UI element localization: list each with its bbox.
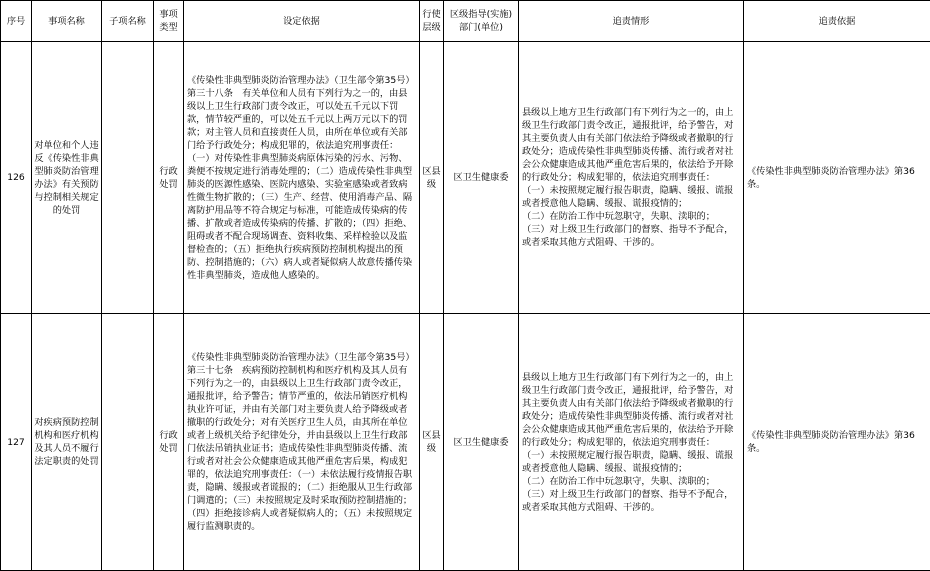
situation-paragraph: （二）在防治工作中玩忽职守，失职、渎职的； bbox=[522, 475, 740, 488]
row-item-name: 对疾病预防控制机构和医疗机构及其人员不履行法定职责的处罚 bbox=[32, 314, 102, 571]
header-basis: 设定依据 bbox=[184, 1, 420, 42]
situation-paragraph: （一）未按照规定履行报告职责，隐瞒、缓报、谎报或者授意他人隐瞒、缓报、谎报疫情的； bbox=[522, 184, 740, 210]
row-acc-basis: 《传染性非典型肺炎防治管理办法》第36条。 bbox=[744, 314, 930, 571]
situation-paragraph: （二）在防治工作中玩忽职守，失职、渎职的； bbox=[522, 210, 740, 223]
row-basis: 《传染性非典型肺炎防治管理办法》（卫生部令第35号）第三十八条 有关单位和人员有下列行为之一的，由县级以上卫生行政部门责令改正，可以处五千元以下罚款，情节较严重的，可以处五千元以上两万元以下的罚款；对主管人员和直接责任人员，由所在单位或有关部门给予行政处分；构成犯罪的，依法追究刑事责任：（一）对传染性非典型肺炎病原体污染的污水、污物、粪便不按规定进行消毒处理的；（二）造成传染性非典型肺炎的医源性感染、医院内感染、实验室感染或者致病性微生物扩散的；（三）生产、经营、使用消毒产品、隔离防护用品等不符合规定与标准，可能造成传染病的传播、扩散或者造成传染病的传播、扩散的；（四）拒绝、阻碍或者不配合现场调查、资料收集、采样检验以及监督检查的；（五）拒绝执行疾病预防控制机构提出的预防、控制措施的；（六）病人或者疑似病人故意传播传染性非典型肺炎，造成他人感染的。 bbox=[184, 42, 420, 314]
situation-paragraph: （三）对上级卫生行政部门的督察、指导不予配合，或者采取其他方式阻碍、干涉的。 bbox=[522, 223, 740, 249]
situation-paragraph: 县级以上地方卫生行政部门有下列行为之一的，由上级卫生行政部门责令改正，通报批评，给予警告，对其主要负责人由有关部门依法给予降级或者撤职的行政处分；造成传染性非典型肺炎传播、流行或者对社会公众健康造成其他严重危害后果的，依法给予开除的行政处分；构成犯罪的，依法追究刑事责任： bbox=[522, 106, 740, 184]
row-level: 区县级 bbox=[420, 314, 444, 571]
table-row bbox=[1, 314, 930, 571]
row-item-type: 行政处罚 bbox=[154, 314, 184, 571]
header-sub-item-name: 子项名称 bbox=[102, 1, 154, 42]
row-seq: 126 bbox=[1, 42, 32, 314]
row-level: 区县级 bbox=[420, 42, 444, 314]
row-dept: 区卫生健康委 bbox=[444, 314, 519, 571]
row-sub-item-name bbox=[102, 42, 154, 314]
header-row bbox=[1, 1, 930, 42]
row-item-type: 行政处罚 bbox=[154, 42, 184, 314]
row-situation bbox=[519, 314, 744, 571]
row-situation bbox=[519, 42, 744, 314]
row-sub-item-name bbox=[102, 314, 154, 571]
header-dept: 区级指导(实施)部门(单位) bbox=[444, 1, 519, 42]
situation-paragraph: 县级以上地方卫生行政部门有下列行为之一的，由上级卫生行政部门责令改正，通报批评，给予警告，对其主要负责人由有关部门依法给予降级或者撤职的行政处分；造成传染性非典型肺炎传播、流行或者对社会公众健康造成其他严重危害后果的，依法给予开除的行政处分；构成犯罪的，依法追究刑事责任： bbox=[522, 371, 740, 449]
row-acc-basis: 《传染性非典型肺炎防治管理办法》第36条。 bbox=[744, 42, 930, 314]
situation-paragraph: （三）对上级卫生行政部门的督察、指导不予配合，或者采取其他方式阻碍、干涉的。 bbox=[522, 488, 740, 514]
header-acc-basis: 追责依据 bbox=[744, 1, 930, 42]
header-item-type: 事项类型 bbox=[154, 1, 184, 42]
table-row bbox=[1, 42, 930, 314]
header-item-name: 事项名称 bbox=[32, 1, 102, 42]
header-situation: 追责情形 bbox=[519, 1, 744, 42]
situation-paragraph: （一）未按照规定履行报告职责，隐瞒、缓报、谎报或者授意他人隐瞒、缓报、谎报疫情的； bbox=[522, 449, 740, 475]
header-seq: 序号 bbox=[1, 1, 32, 42]
row-item-name: 对单位和个人违反《传染性非典型肺炎防治管理办法》有关预防与控制相关规定的处罚 bbox=[32, 42, 102, 314]
row-dept: 区卫生健康委 bbox=[444, 42, 519, 314]
row-seq: 127 bbox=[1, 314, 32, 571]
row-basis: 《传染性非典型肺炎防治管理办法》（卫生部令第35号）第三十七条 疾病预防控制机构和医疗机构及其人员有下列行为之一的，由县级以上卫生行政部门责令改正，通报批评，给予警告；情节严重的，依法吊销医疗机构执业许可证，并由有关部门对主要负责人给予降级或者撤职的行政处分；对有关医疗卫生人员，由其所在单位或者上级机关给予纪律处分，并由县级以上卫生行政部门依法吊销执业证书；造成传染性非典型肺炎传播、流行或者对社会公众健康造成其他严重危害后果，构成犯罪的，依法追究刑事责任：（一）未依法履行疫情报告职责，隐瞒、缓报或者谎报的；（二）拒绝服从卫生行政部门调遣的；（三）未按照规定及时采取预防控制措施的；（四）拒绝接诊病人或者疑似病人的；（五）未按照规定履行监测职责的。 bbox=[184, 314, 420, 571]
header-level: 行使层级 bbox=[420, 1, 444, 42]
